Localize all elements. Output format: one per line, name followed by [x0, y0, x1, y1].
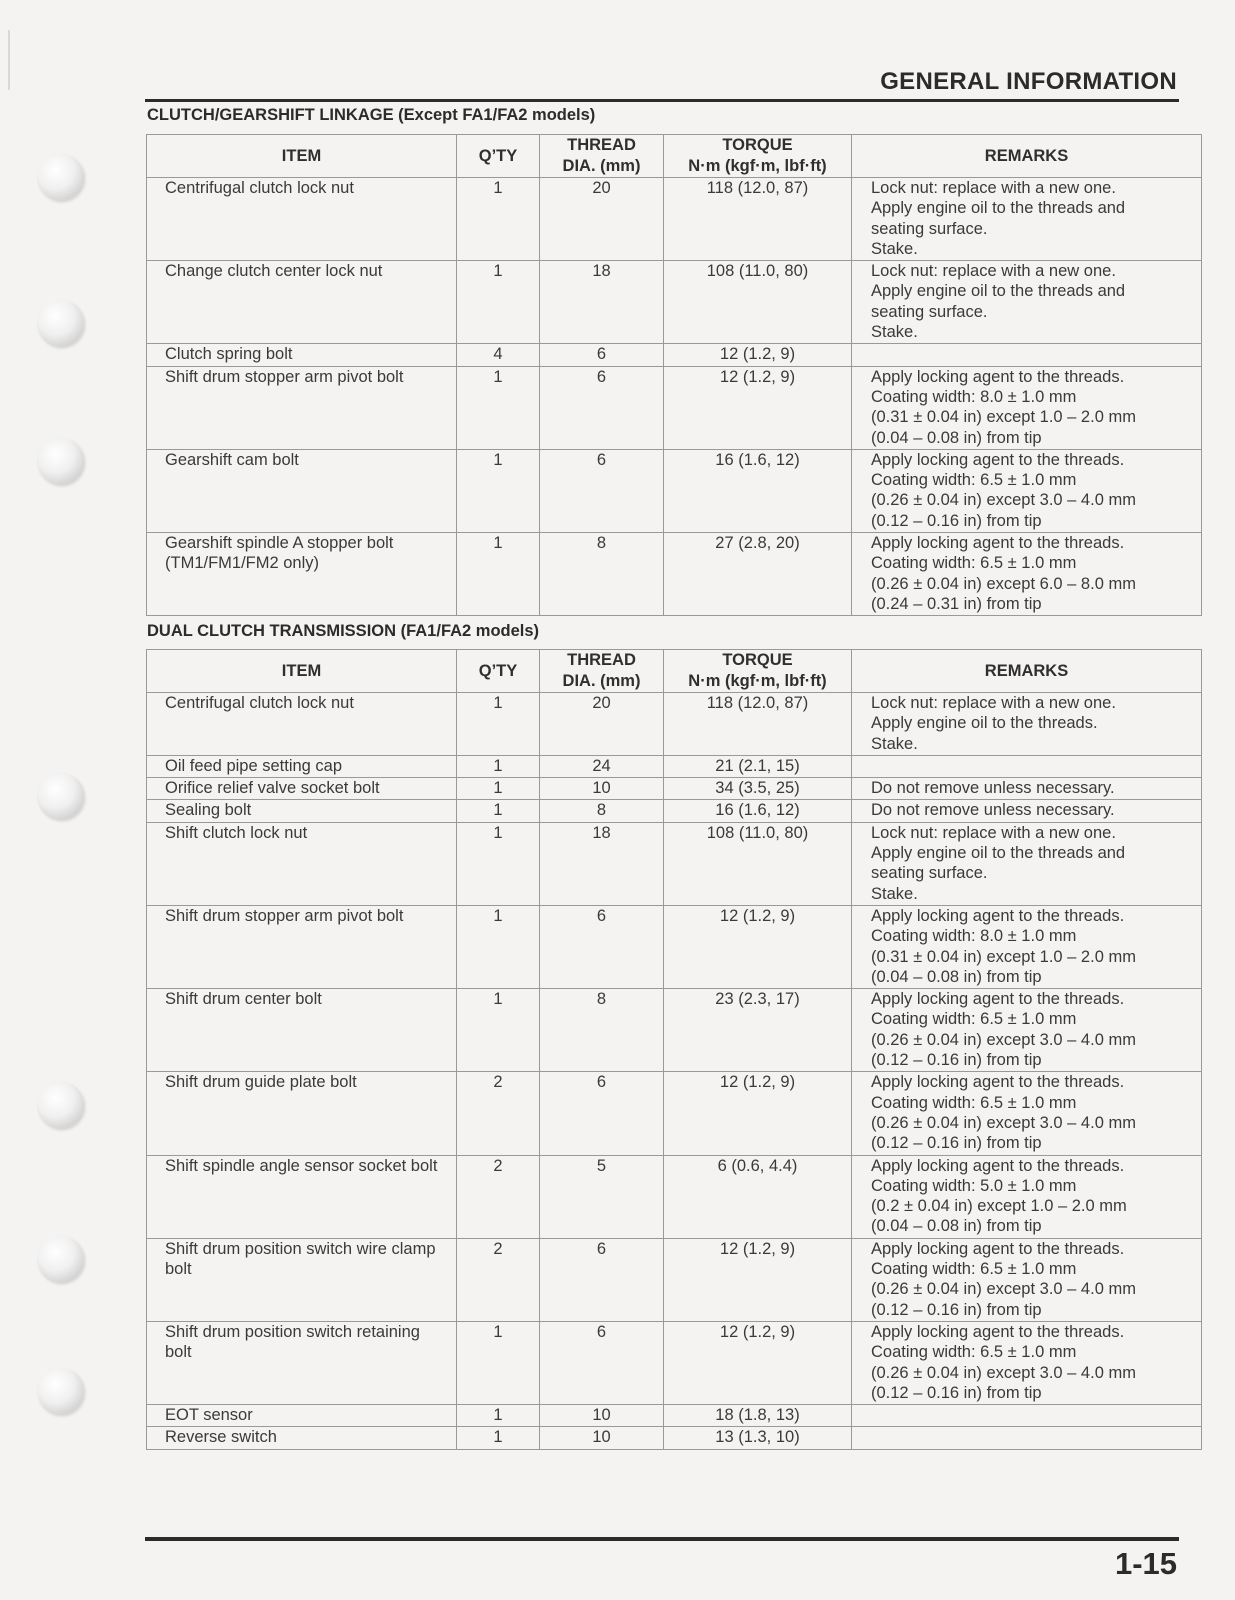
thread-dia-cell: 10 — [540, 1427, 664, 1449]
column-header-qty: Q’TY — [457, 650, 540, 693]
torque-cell: 6 (0.6, 4.4) — [664, 1155, 852, 1238]
remarks-cell: Apply locking agent to the threads. Coating width: 8.0 ± 1.0 mm (0.31 ± 0.04 in) except 1.0 – 2.0 mm (0.04 – 0.08 in) from tip — [852, 366, 1202, 449]
item-cell: Shift spindle angle sensor socket bolt — [147, 1155, 457, 1238]
item-cell: Clutch spring bolt — [147, 344, 457, 366]
item-cell: Gearshift spindle A stopper bolt (TM1/FM1/FM2 only) — [147, 533, 457, 616]
thread-dia-cell: 6 — [540, 1321, 664, 1404]
remarks-cell: Lock nut: replace with a new one. Apply engine oil to the threads. Stake. — [852, 693, 1202, 756]
punch-hole — [38, 1368, 84, 1414]
item-cell: Shift drum position switch retaining bolt — [147, 1321, 457, 1404]
table-row — [147, 1072, 1202, 1155]
punch-hole — [38, 773, 84, 819]
thread-dia-cell: 24 — [540, 755, 664, 777]
torque-cell: 108 (11.0, 80) — [664, 261, 852, 344]
table-row — [147, 344, 1202, 366]
item-cell: Shift drum position switch wire clamp bolt — [147, 1238, 457, 1321]
torque-cell: 118 (12.0, 87) — [664, 693, 852, 756]
torque-cell: 16 (1.6, 12) — [664, 800, 852, 822]
item-cell: Centrifugal clutch lock nut — [147, 178, 457, 261]
qty-cell: 1 — [457, 1321, 540, 1404]
item-cell: Gearshift cam bolt — [147, 449, 457, 532]
item-cell: Orifice relief valve socket bolt — [147, 778, 457, 800]
thread-dia-cell: 6 — [540, 366, 664, 449]
qty-cell: 1 — [457, 261, 540, 344]
thread-dia-cell: 8 — [540, 800, 664, 822]
table-row — [147, 1321, 1202, 1404]
remarks-cell: Do not remove unless necessary. — [852, 778, 1202, 800]
qty-cell: 1 — [457, 449, 540, 532]
table-row — [147, 449, 1202, 532]
header-rule — [145, 99, 1179, 102]
item-cell: Sealing bolt — [147, 800, 457, 822]
punch-hole — [38, 300, 84, 346]
thread-dia-cell: 5 — [540, 1155, 664, 1238]
remarks-cell — [852, 344, 1202, 366]
qty-cell: 1 — [457, 822, 540, 905]
column-header-thread-dia: THREAD DIA. (mm) — [540, 135, 664, 178]
torque-cell: 16 (1.6, 12) — [664, 449, 852, 532]
item-cell: Shift clutch lock nut — [147, 822, 457, 905]
remarks-cell — [852, 755, 1202, 777]
qty-cell: 1 — [457, 533, 540, 616]
punch-hole — [38, 1082, 84, 1128]
page-number: 1-15 — [1114, 1546, 1177, 1581]
torque-cell: 27 (2.8, 20) — [664, 533, 852, 616]
table-row — [147, 989, 1202, 1072]
torque-table-clutch-gearshift — [146, 134, 1202, 616]
thread-dia-cell: 20 — [540, 178, 664, 261]
remarks-cell: Lock nut: replace with a new one. Apply engine oil to the threads and seating surface. Stake. — [852, 261, 1202, 344]
remarks-cell: Lock nut: replace with a new one. Apply engine oil to the threads and seating surface. Stake. — [852, 178, 1202, 261]
thread-dia-cell: 18 — [540, 261, 664, 344]
column-header-item: ITEM — [147, 135, 457, 178]
remarks-cell: Apply locking agent to the threads. Coating width: 5.0 ± 1.0 mm (0.2 ± 0.04 in) except 1.0 – 2.0 mm (0.04 – 0.08 in) from tip — [852, 1155, 1202, 1238]
qty-cell: 1 — [457, 1405, 540, 1427]
qty-cell: 2 — [457, 1155, 540, 1238]
thread-dia-cell: 10 — [540, 778, 664, 800]
torque-cell: 12 (1.2, 9) — [664, 905, 852, 988]
qty-cell: 1 — [457, 1427, 540, 1449]
punch-hole — [38, 1236, 84, 1282]
torque-cell: 12 (1.2, 9) — [664, 344, 852, 366]
punch-hole — [38, 438, 84, 484]
item-cell: Reverse switch — [147, 1427, 457, 1449]
thread-dia-cell: 20 — [540, 693, 664, 756]
column-header-thread-dia: THREAD DIA. (mm) — [540, 650, 664, 693]
remarks-cell: Apply locking agent to the threads. Coating width: 6.5 ± 1.0 mm (0.26 ± 0.04 in) except 3.0 – 4.0 mm (0.12 – 0.16 in) from tip — [852, 1238, 1202, 1321]
table-row — [147, 778, 1202, 800]
qty-cell: 2 — [457, 1072, 540, 1155]
item-cell: Shift drum stopper arm pivot bolt — [147, 905, 457, 988]
torque-cell: 23 (2.3, 17) — [664, 989, 852, 1072]
table-row — [147, 755, 1202, 777]
table-row — [147, 533, 1202, 616]
table-row — [147, 1155, 1202, 1238]
table-row — [147, 693, 1202, 756]
section-title-clutch-gearshift: CLUTCH/GEARSHIFT LINKAGE (Except FA1/FA2 models) — [147, 106, 596, 124]
footer-rule — [145, 1537, 1179, 1541]
qty-cell: 1 — [457, 989, 540, 1072]
item-cell: Change clutch center lock nut — [147, 261, 457, 344]
remarks-cell: Apply locking agent to the threads. Coating width: 6.5 ± 1.0 mm (0.26 ± 0.04 in) except 3.0 – 4.0 mm (0.12 – 0.16 in) from tip — [852, 1321, 1202, 1404]
item-cell: Shift drum stopper arm pivot bolt — [147, 366, 457, 449]
torque-cell: 18 (1.8, 13) — [664, 1405, 852, 1427]
qty-cell: 1 — [457, 693, 540, 756]
table-header-row — [147, 135, 1202, 178]
torque-cell: 12 (1.2, 9) — [664, 366, 852, 449]
torque-cell: 34 (3.5, 25) — [664, 778, 852, 800]
remarks-cell: Apply locking agent to the threads. Coating width: 6.5 ± 1.0 mm (0.26 ± 0.04 in) except 3.0 – 4.0 mm (0.12 – 0.16 in) from tip — [852, 1072, 1202, 1155]
thread-dia-cell: 10 — [540, 1405, 664, 1427]
page-header-title: GENERAL INFORMATION — [880, 68, 1177, 95]
qty-cell: 1 — [457, 178, 540, 261]
remarks-cell: Do not remove unless necessary. — [852, 800, 1202, 822]
torque-cell: 12 (1.2, 9) — [664, 1321, 852, 1404]
item-cell: EOT sensor — [147, 1405, 457, 1427]
remarks-cell — [852, 1427, 1202, 1449]
thread-dia-cell: 8 — [540, 533, 664, 616]
table-row — [147, 261, 1202, 344]
qty-cell: 1 — [457, 778, 540, 800]
thread-dia-cell: 6 — [540, 344, 664, 366]
torque-cell: 12 (1.2, 9) — [664, 1238, 852, 1321]
torque-cell: 118 (12.0, 87) — [664, 178, 852, 261]
torque-table-dual-clutch — [146, 649, 1202, 1450]
section-title-dual-clutch: DUAL CLUTCH TRANSMISSION (FA1/FA2 models) — [147, 622, 540, 640]
thread-dia-cell: 6 — [540, 449, 664, 532]
torque-cell: 12 (1.2, 9) — [664, 1072, 852, 1155]
qty-cell: 2 — [457, 1238, 540, 1321]
remarks-cell: Apply locking agent to the threads. Coating width: 6.5 ± 1.0 mm (0.26 ± 0.04 in) except 3.0 – 4.0 mm (0.12 – 0.16 in) from tip — [852, 449, 1202, 532]
remarks-cell: Apply locking agent to the threads. Coating width: 6.5 ± 1.0 mm (0.26 ± 0.04 in) except 6.0 – 8.0 mm (0.24 – 0.31 in) from tip — [852, 533, 1202, 616]
remarks-cell: Apply locking agent to the threads. Coating width: 6.5 ± 1.0 mm (0.26 ± 0.04 in) except 3.0 – 4.0 mm (0.12 – 0.16 in) from tip — [852, 989, 1202, 1072]
table-row — [147, 905, 1202, 988]
item-cell: Shift drum center bolt — [147, 989, 457, 1072]
remarks-cell: Apply locking agent to the threads. Coating width: 8.0 ± 1.0 mm (0.31 ± 0.04 in) except 1.0 – 2.0 mm (0.04 – 0.08 in) from tip — [852, 905, 1202, 988]
thread-dia-cell: 8 — [540, 989, 664, 1072]
column-header-torque: TORQUE N·m (kgf·m, lbf·ft) — [664, 650, 852, 693]
torque-cell: 13 (1.3, 10) — [664, 1427, 852, 1449]
item-cell: Centrifugal clutch lock nut — [147, 693, 457, 756]
torque-cell: 21 (2.1, 15) — [664, 755, 852, 777]
item-cell: Oil feed pipe setting cap — [147, 755, 457, 777]
table-row — [147, 1405, 1202, 1427]
item-cell: Shift drum guide plate bolt — [147, 1072, 457, 1155]
thread-dia-cell: 6 — [540, 1072, 664, 1155]
punch-hole — [38, 154, 84, 200]
column-header-item: ITEM — [147, 650, 457, 693]
table-row — [147, 178, 1202, 261]
remarks-cell — [852, 1405, 1202, 1427]
table-header-row — [147, 650, 1202, 693]
torque-cell: 108 (11.0, 80) — [664, 822, 852, 905]
remarks-cell: Lock nut: replace with a new one. Apply engine oil to the threads and seating surface. Stake. — [852, 822, 1202, 905]
qty-cell: 1 — [457, 755, 540, 777]
column-header-remarks: REMARKS — [852, 650, 1202, 693]
qty-cell: 4 — [457, 344, 540, 366]
thread-dia-cell: 6 — [540, 905, 664, 988]
table-row — [147, 1427, 1202, 1449]
thread-dia-cell: 18 — [540, 822, 664, 905]
table-row — [147, 822, 1202, 905]
qty-cell: 1 — [457, 800, 540, 822]
thread-dia-cell: 6 — [540, 1238, 664, 1321]
qty-cell: 1 — [457, 905, 540, 988]
table-row — [147, 800, 1202, 822]
qty-cell: 1 — [457, 366, 540, 449]
table-row — [147, 366, 1202, 449]
table-row — [147, 1238, 1202, 1321]
column-header-torque: TORQUE N·m (kgf·m, lbf·ft) — [664, 135, 852, 178]
column-header-qty: Q’TY — [457, 135, 540, 178]
column-header-remarks: REMARKS — [852, 135, 1202, 178]
page-edge-mark — [8, 30, 10, 90]
